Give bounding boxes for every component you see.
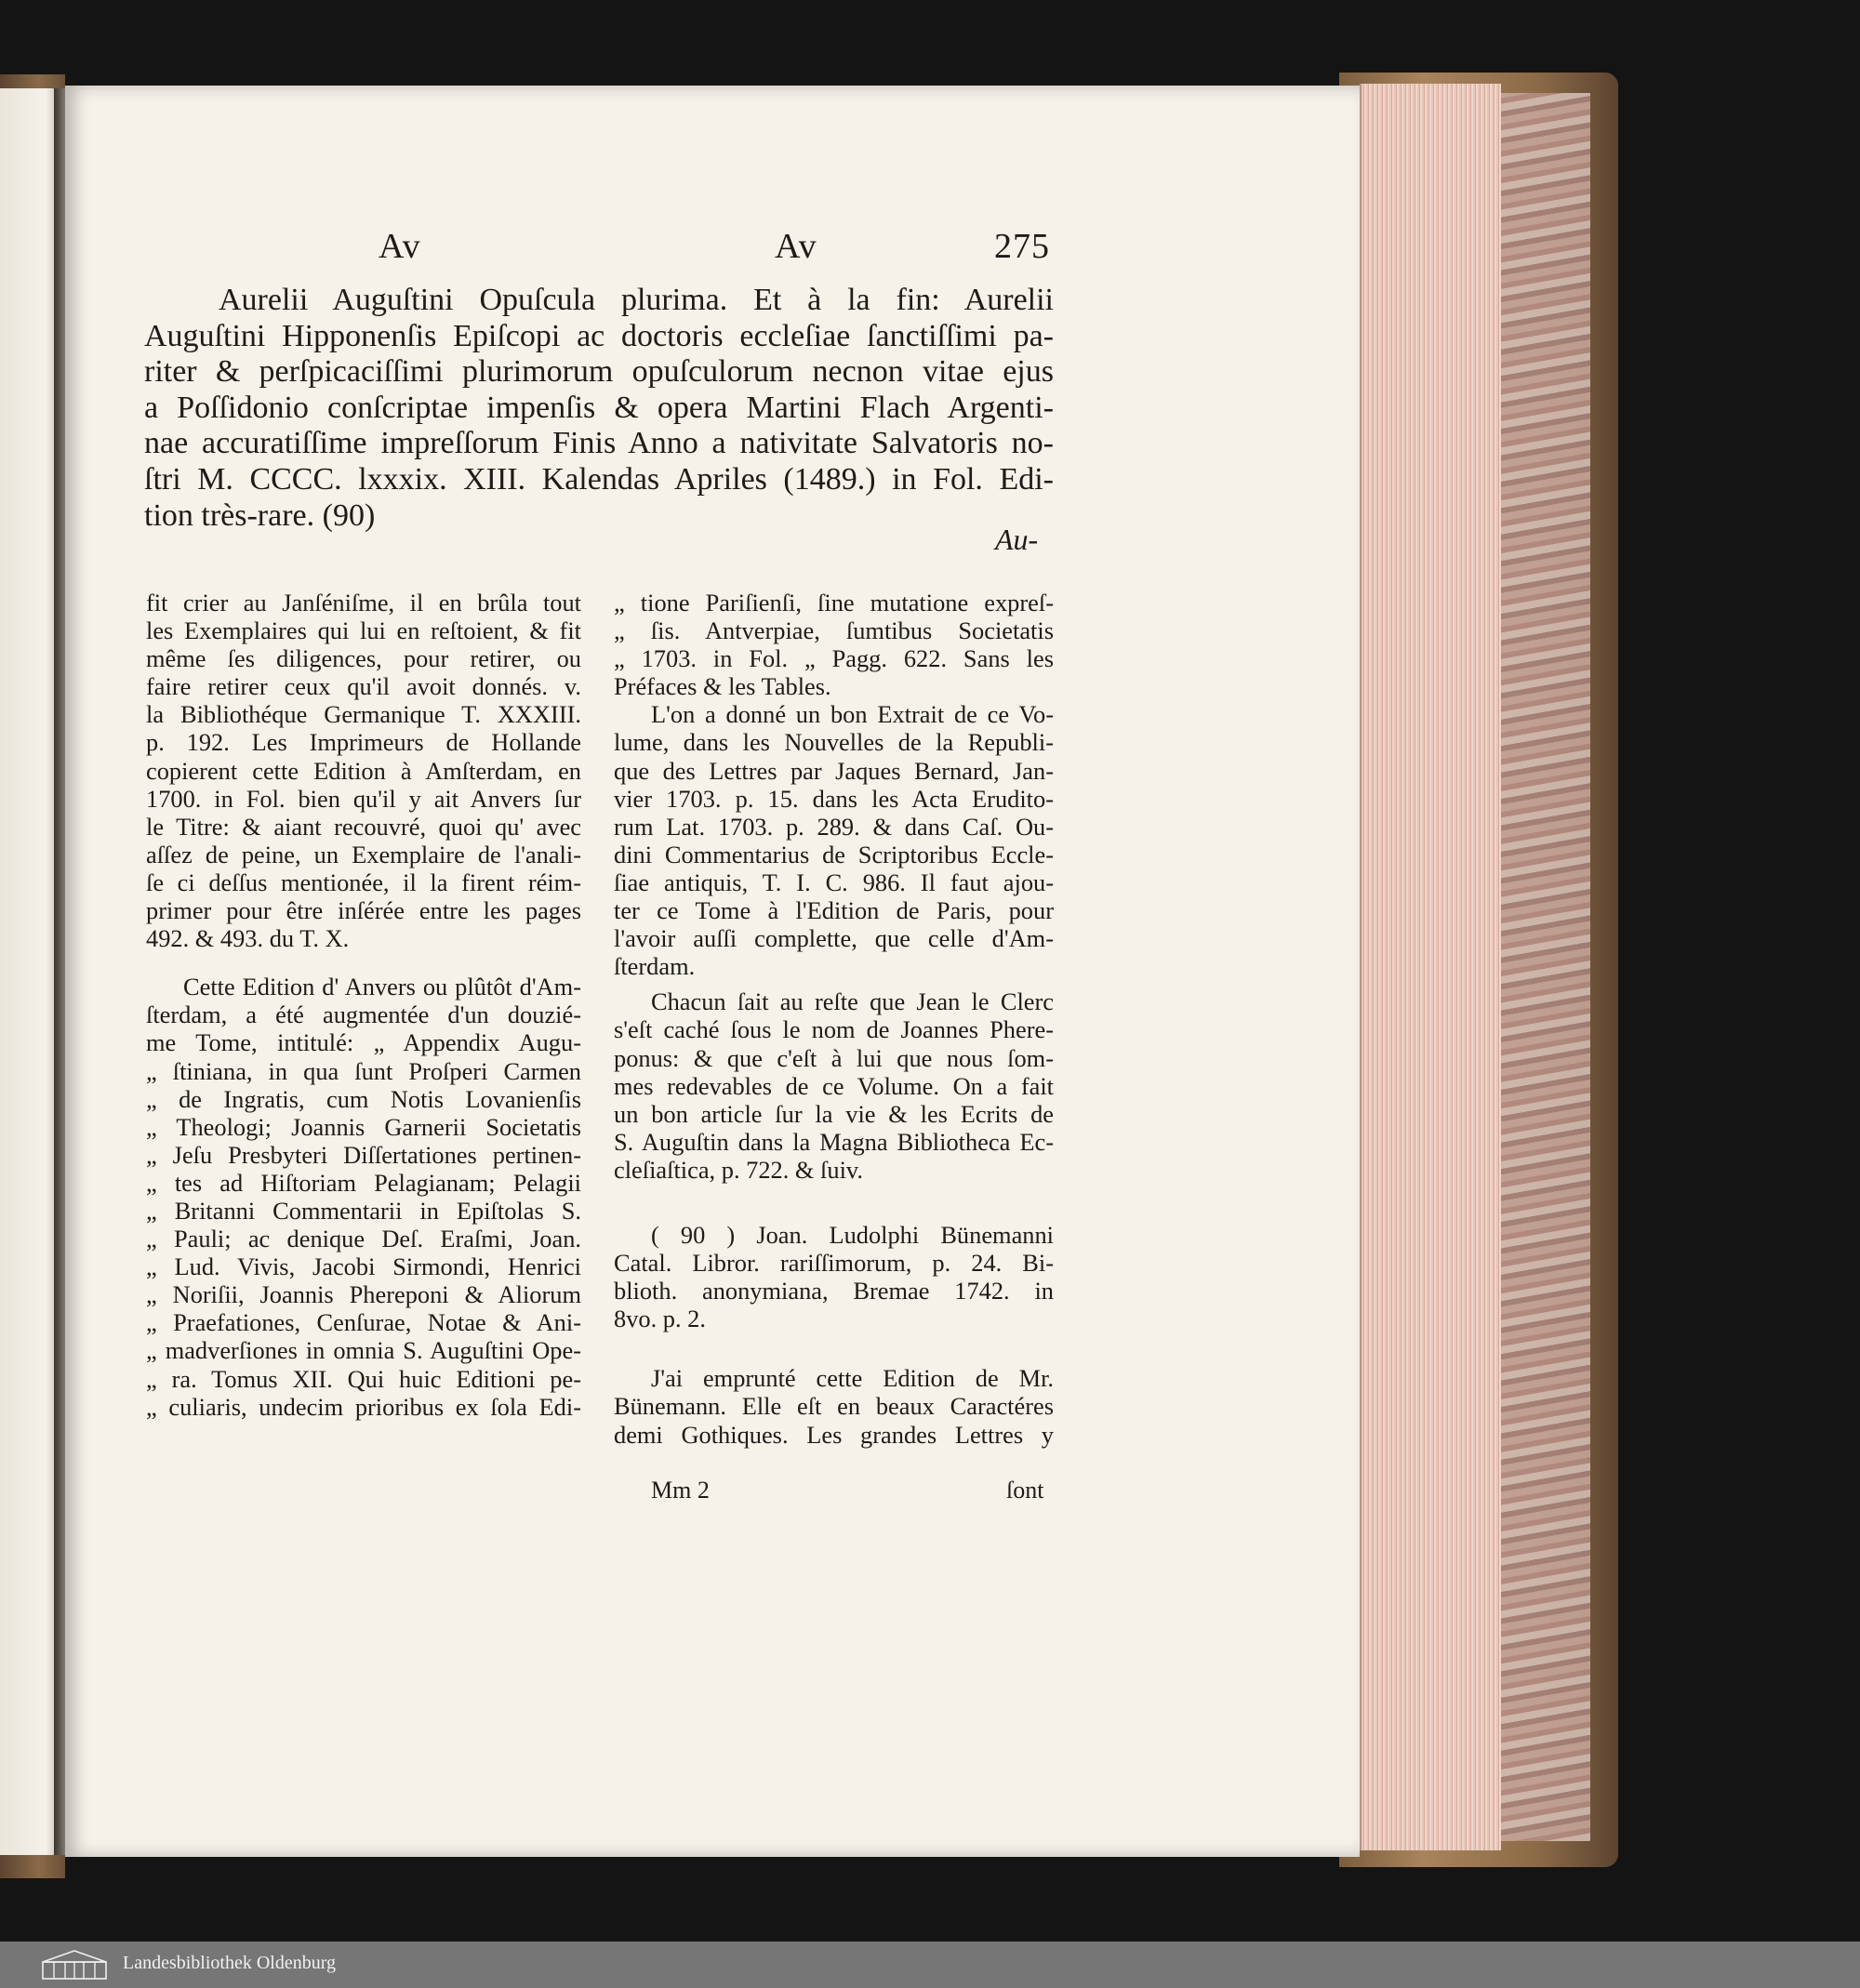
column-line: 1700. in Fol. bien qu'il y ait Anvers ſur	[146, 784, 581, 813]
column-line: J'ai emprunté cette Edition de Mr.	[651, 1364, 1054, 1393]
column-line: p. 192. Les Imprimeurs de Hollande	[146, 728, 581, 757]
column-line: „ ſis. Antverpiae, ſumtibus Societatis	[614, 616, 1054, 645]
column-line: L'on a donné un bon Extrait de ce Vo-	[651, 700, 1054, 729]
column-line: ſterdam, a été augmentée d'un douzié-	[146, 1001, 581, 1029]
column-line: faire retirer ceux qu'il avoit donnés. v.	[146, 672, 581, 701]
column-line: mes redevables de ce Volume. On a fait	[614, 1071, 1054, 1100]
column-line: Chacun ſait au reſte que Jean le Clerc	[651, 987, 1054, 1016]
column-line: Cette Edition d' Anvers ou plûtôt d'Am-	[183, 973, 581, 1001]
column-line: „ Pauli; ac denique Deſ. Eraſmi, Joan.	[146, 1225, 581, 1253]
column-line: le Titre: & aiant recouvré, quoi qu' avec	[146, 812, 581, 841]
column-line: ſe ci deſſus mentionée, il la firent réim-	[146, 868, 581, 896]
column-line: ponus: & que c'eſt à lui que nous ſom-	[614, 1043, 1054, 1072]
library-building-icon	[41, 1949, 108, 1981]
column-line: primer pour être inſérée entre les pages	[146, 896, 581, 925]
page-number: 275	[994, 227, 1050, 266]
running-head-center: Av	[775, 227, 817, 266]
column-line: copierent cette Edition à Amſterdam, en	[146, 756, 581, 785]
column-line: „ Jeſu Presbyteri Diſſertationes pertinen-	[146, 1140, 581, 1169]
column-line: „ Theologi; Joannis Garnerii Societatis	[146, 1112, 581, 1141]
column-line: vier 1703. p. 15. dans les Acta Erudito-	[614, 784, 1054, 813]
column-line: aſſez de peine, un Exemplaire de l'anali-	[146, 840, 581, 868]
entry-line: riter & perſpicaciſſimi plurimorum opuſculorum necnon vitae ejus	[144, 354, 1054, 390]
column-line: „ 1703. in Fol. „ Pagg. 622. Sans les	[614, 644, 1054, 673]
column-line: S. Auguſtin dans la Magna Bibliotheca Ec-	[614, 1127, 1054, 1156]
column-line: me Tome, intitulé: „ Appendix Augu-	[146, 1028, 581, 1057]
column-line: „ ra. Tomus XII. Qui huic Editioni pe-	[146, 1364, 581, 1393]
marbled-endpaper	[1488, 93, 1590, 1841]
entry-line: ſtri M. CCCC. lxxxix. XIII. Kalendas Apriles (1489.) in Fol. Edi-	[144, 461, 1054, 497]
left-page-edge	[0, 88, 58, 1855]
column-line: ter ce Tome à l'Edition de Paris, pour	[614, 896, 1054, 925]
entry-line: nae accuratiſſime impreſſorum Finis Anno a nativitate Salvatoris no-	[144, 426, 1054, 461]
footer-bar	[0, 1942, 1860, 1988]
column-line: dini Commentarius de Scriptoribus Eccle-	[614, 840, 1054, 868]
column-line: les Exemplaires qui lui en reſtoient, & fit	[146, 616, 581, 645]
column-line: „ ſtiniana, in qua ſunt Proſperi Carmen	[146, 1056, 581, 1085]
column-line: „ tes ad Hiſtoriam Pelagianam; Pelagii	[146, 1168, 581, 1197]
footnote-line: Catal. Libror. rariſſimorum, p. 24. Bi-	[614, 1249, 1054, 1278]
column-line: Préfaces & les Tables.	[614, 672, 831, 701]
main-entry	[144, 283, 1054, 534]
column-line: un bon article ſur la vie & les Ecrits de	[614, 1099, 1054, 1128]
entry-line: Auguſtini Hipponenſis Epiſcopi ac doctoris eccleſiae ſanctiſſimi pa-	[144, 318, 1054, 353]
column-line: 492. & 493. du T. X.	[146, 924, 350, 953]
column-line: Bünemann. Elle eſt en beaux Caractéres	[614, 1392, 1054, 1421]
right-column	[614, 589, 1054, 1449]
column-line: s'eſt caché ſous le nom de Joannes Phere-	[614, 1015, 1054, 1044]
column-line: la Bibliothéque Germanique T. XXXIII.	[146, 700, 581, 729]
running-head-left: Av	[379, 227, 421, 266]
entry-line: Aurelii Auguſtini Opuſcula plurima. Et à la fin: Aurelii	[219, 283, 1054, 317]
library-name[interactable]: Landesbibliothek Oldenburg	[123, 1953, 337, 1973]
column-line: „ de Ingratis, cum Notis Lovanienſis	[146, 1084, 581, 1113]
column-line: „ culiaris, undecim prioribus ex ſola Edi-	[146, 1392, 581, 1421]
entry-line: a Poſſidonio conſcriptae impenſis & opera Martini Flach Argenti-	[144, 390, 1054, 425]
column-line: l'avoir auſſi complette, que celle d'Am-	[614, 924, 1054, 953]
column-line: ſiae antiquis, T. I. C. 986. Il faut ajou-	[614, 868, 1054, 896]
column-line: lume, dans les Nouvelles de la Republi-	[614, 728, 1054, 757]
column-line: „ Britanni Commentarii in Epiſtolas S.	[146, 1196, 581, 1225]
column-line: cleſiaſtica, p. 722. & ſuiv.	[614, 1155, 863, 1184]
column-line: rum Lat. 1703. p. 289. & dans Caſ. Ou-	[614, 812, 1054, 841]
column-line: „ madverſiones in omnia S. Auguſtini Ope-	[146, 1336, 581, 1365]
column-line: ſterdam.	[614, 952, 696, 981]
signature-mark: Mm 2	[651, 1477, 710, 1504]
footnote-line: blioth. anonymiana, Bremae 1742. in	[614, 1277, 1054, 1305]
catchword-bottom: ſont	[1006, 1477, 1044, 1504]
column-line: „ Noriſii, Joannis Phereponi & Aliorum	[146, 1280, 581, 1309]
column-line: „ Lud. Vivis, Jacobi Sirmondi, Henrici	[146, 1252, 581, 1281]
column-line: que des Lettres par Jaques Bernard, Jan-	[614, 756, 1054, 785]
column-line: même ſes diligences, pour retirer, ou	[146, 644, 581, 673]
column-line: fit crier au Janſéniſme, il en brûla tout	[146, 589, 581, 616]
left-column	[146, 589, 581, 1421]
footnote-line: 8vo. p. 2.	[614, 1305, 706, 1333]
column-line: demi Gothiques. Les grandes Lettres y	[614, 1420, 1054, 1449]
column-line: „ tione Pariſienſi, ſine mutatione expreſ-	[614, 589, 1054, 616]
catchword-top: Au-	[995, 523, 1039, 556]
entry-line: tion très-rare. (90)	[144, 497, 376, 533]
column-line: „ Praefationes, Cenſurae, Notae & Ani-	[146, 1308, 581, 1337]
page-edges	[1360, 84, 1501, 1850]
footnote-line: ( 90 ) Joan. Ludolphi Bünemanni	[651, 1220, 1054, 1249]
